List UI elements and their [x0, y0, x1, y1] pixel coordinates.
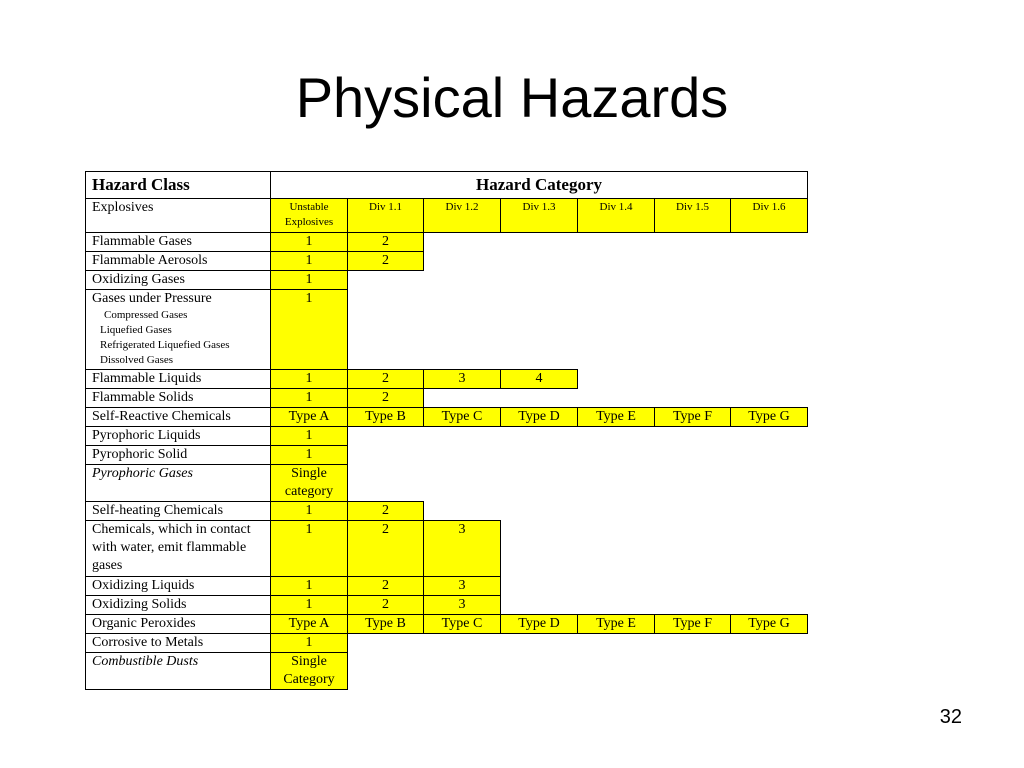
empty-cell: [655, 577, 731, 596]
table-row: [86, 577, 808, 596]
empty-cell: [424, 634, 501, 653]
hazard-category-cell: 1: [271, 446, 348, 465]
empty-cell: [501, 233, 578, 252]
hazard-category-cell: Unstable Explosives: [271, 199, 348, 233]
hazard-category-cell: 1: [271, 290, 348, 370]
hazard-category-cell: Single Category: [271, 653, 348, 690]
empty-cell: [424, 446, 501, 465]
hazard-class-label: Self-Reactive Chemicals: [92, 409, 231, 424]
hazard-category-cell: Type A: [271, 408, 348, 427]
hazard-class-label: Oxidizing Gases: [92, 272, 185, 287]
hazard-class-cell: [86, 233, 271, 252]
hazard-category-cell: 3: [424, 370, 501, 389]
empty-cell: [348, 290, 424, 370]
empty-cell: [578, 427, 655, 446]
hazard-category-cell: Div 1.2: [424, 199, 501, 233]
hazard-class-cell: [86, 634, 271, 653]
empty-cell: [501, 577, 578, 596]
hazard-category-header: Hazard Category: [271, 172, 808, 199]
hazard-category-cell: Type A: [271, 615, 348, 634]
empty-cell: [655, 290, 731, 370]
table-body: [86, 199, 808, 690]
empty-cell: [731, 233, 808, 252]
empty-cell: [501, 271, 578, 290]
hazard-class-label: Pyrophoric Gases: [92, 466, 193, 481]
hazard-category-cell: 2: [348, 502, 424, 521]
empty-cell: [424, 389, 501, 408]
empty-cell: [348, 446, 424, 465]
hazard-class-label: Gases under Pressure: [92, 291, 212, 306]
hazard-category-cell: Div 1.3: [501, 199, 578, 233]
empty-cell: [578, 252, 655, 271]
hazard-subclass-label: Dissolved Gases: [100, 354, 174, 366]
hazard-category-cell: 1: [271, 502, 348, 521]
empty-cell: [578, 653, 655, 690]
hazard-class-label: Explosives: [92, 200, 154, 215]
slide-title: Physical Hazards: [295, 66, 729, 129]
empty-cell: [731, 634, 808, 653]
hazard-class-cell: [86, 446, 271, 465]
hazard-category-cell: Type E: [578, 615, 655, 634]
empty-cell: [424, 290, 501, 370]
empty-cell: [501, 427, 578, 446]
hazard-class-label: Oxidizing Liquids: [92, 578, 195, 593]
empty-cell: [578, 290, 655, 370]
empty-cell: [731, 252, 808, 271]
hazard-category-cell: Type F: [655, 408, 731, 427]
table-row: [86, 252, 808, 271]
empty-cell: [655, 465, 731, 502]
table-row: [86, 199, 808, 233]
table-row: [86, 370, 808, 389]
table-row: [86, 465, 808, 502]
empty-cell: [731, 465, 808, 502]
empty-cell: [655, 252, 731, 271]
empty-cell: [578, 577, 655, 596]
empty-cell: [578, 446, 655, 465]
hazard-category-cell: Type D: [501, 615, 578, 634]
hazard-class-label: Chemicals, which in contact with water, emit flammable gases: [92, 522, 251, 573]
hazard-class-header: Hazard Class: [86, 172, 271, 199]
empty-cell: [348, 271, 424, 290]
table-row: [86, 290, 808, 370]
hazard-class-cell: [86, 389, 271, 408]
empty-cell: [655, 502, 731, 521]
hazard-category-cell: 1: [271, 427, 348, 446]
hazard-class-label: Pyrophoric Solid: [92, 447, 188, 462]
empty-cell: [578, 502, 655, 521]
empty-cell: [501, 465, 578, 502]
table-header-row: [86, 172, 808, 199]
hazard-category-cell: 2: [348, 252, 424, 271]
table-row: [86, 271, 808, 290]
hazard-category-cell: 1: [271, 370, 348, 389]
hazard-category-cell: Type E: [578, 408, 655, 427]
hazard-category-cell: 3: [424, 577, 501, 596]
hazard-class-label: Flammable Aerosols: [92, 253, 208, 268]
hazard-class-cell: [86, 199, 271, 233]
hazard-category-cell: Type B: [348, 408, 424, 427]
hazard-table: [85, 171, 808, 690]
hazard-category-cell: 3: [424, 521, 501, 577]
hazard-category-cell: 1: [271, 577, 348, 596]
hazard-subclass-label: Liquefied Gases: [100, 324, 172, 336]
hazard-class-cell: [86, 290, 271, 370]
hazard-category-cell: 1: [271, 596, 348, 615]
empty-cell: [348, 427, 424, 446]
hazard-category-cell: Type C: [424, 615, 501, 634]
table-row: [86, 634, 808, 653]
hazard-category-cell: 1: [271, 233, 348, 252]
empty-cell: [655, 233, 731, 252]
hazard-category-cell: Type C: [424, 408, 501, 427]
hazard-class-cell: [86, 596, 271, 615]
hazard-category-cell: 1: [271, 521, 348, 577]
empty-cell: [501, 446, 578, 465]
table-row: [86, 615, 808, 634]
empty-cell: [731, 653, 808, 690]
table-row: [86, 427, 808, 446]
empty-cell: [348, 634, 424, 653]
empty-cell: [501, 502, 578, 521]
hazard-class-cell: [86, 465, 271, 502]
hazard-class-label: Organic Peroxides: [92, 616, 196, 631]
hazard-class-cell: [86, 408, 271, 427]
empty-cell: [731, 596, 808, 615]
empty-cell: [501, 252, 578, 271]
empty-cell: [424, 502, 501, 521]
hazard-class-cell: [86, 252, 271, 271]
empty-cell: [731, 389, 808, 408]
empty-cell: [731, 521, 808, 577]
empty-cell: [731, 427, 808, 446]
hazard-class-cell: [86, 427, 271, 446]
empty-cell: [348, 465, 424, 502]
empty-cell: [578, 465, 655, 502]
hazard-category-cell: Div 1.4: [578, 199, 655, 233]
hazard-category-cell: 2: [348, 521, 424, 577]
hazard-class-cell: [86, 521, 271, 577]
hazard-category-cell: Type D: [501, 408, 578, 427]
table-row: [86, 446, 808, 465]
empty-cell: [655, 521, 731, 577]
table-row: [86, 653, 808, 690]
empty-cell: [731, 577, 808, 596]
table-row: [86, 502, 808, 521]
hazard-category-cell: 2: [348, 389, 424, 408]
empty-cell: [501, 290, 578, 370]
empty-cell: [501, 596, 578, 615]
hazard-category-cell: 1: [271, 634, 348, 653]
empty-cell: [731, 502, 808, 521]
hazard-class-label: Pyrophoric Liquids: [92, 428, 201, 443]
empty-cell: [731, 290, 808, 370]
empty-cell: [501, 653, 578, 690]
empty-cell: [655, 427, 731, 446]
hazard-class-label: Corrosive to Metals: [92, 635, 204, 650]
hazard-category-cell: Single category: [271, 465, 348, 502]
hazard-category-cell: 2: [348, 577, 424, 596]
empty-cell: [578, 521, 655, 577]
empty-cell: [655, 389, 731, 408]
hazard-category-cell: 4: [501, 370, 578, 389]
empty-cell: [578, 233, 655, 252]
empty-cell: [655, 446, 731, 465]
hazard-class-label: Combustible Dusts: [92, 654, 199, 669]
hazard-class-label: Self-heating Chemicals: [92, 503, 224, 518]
hazard-category-cell: 1: [271, 271, 348, 290]
hazard-class-label: Flammable Solids: [92, 390, 194, 405]
hazard-category-cell: Div 1.6: [731, 199, 808, 233]
empty-cell: [578, 596, 655, 615]
empty-cell: [578, 271, 655, 290]
table-row: [86, 233, 808, 252]
hazard-category-cell: Type F: [655, 615, 731, 634]
empty-cell: [424, 233, 501, 252]
empty-cell: [655, 271, 731, 290]
hazard-category-cell: 3: [424, 596, 501, 615]
empty-cell: [424, 427, 501, 446]
hazard-class-label: Oxidizing Solids: [92, 597, 187, 612]
empty-cell: [424, 653, 501, 690]
hazard-class-cell: [86, 653, 271, 690]
table-row: [86, 521, 808, 577]
hazard-category-cell: Type G: [731, 408, 808, 427]
empty-cell: [578, 634, 655, 653]
empty-cell: [655, 596, 731, 615]
hazard-subclass-label: Compressed Gases: [104, 309, 188, 321]
hazard-class-label: Flammable Liquids: [92, 371, 202, 386]
empty-cell: [424, 271, 501, 290]
hazard-category-cell: 2: [348, 596, 424, 615]
hazard-category-cell: 2: [348, 233, 424, 252]
empty-cell: [348, 653, 424, 690]
hazard-category-cell: 1: [271, 389, 348, 408]
empty-cell: [501, 521, 578, 577]
empty-cell: [501, 389, 578, 408]
empty-cell: [655, 653, 731, 690]
hazard-class-cell: [86, 577, 271, 596]
empty-cell: [731, 446, 808, 465]
empty-cell: [501, 634, 578, 653]
hazard-category-cell: 2: [348, 370, 424, 389]
empty-cell: [655, 634, 731, 653]
hazard-category-cell: Div 1.1: [348, 199, 424, 233]
hazard-category-cell: Type B: [348, 615, 424, 634]
hazard-class-label: Flammable Gases: [92, 234, 192, 249]
hazard-class-cell: [86, 271, 271, 290]
empty-cell: [578, 389, 655, 408]
empty-cell: [424, 252, 501, 271]
hazard-category-cell: Type G: [731, 615, 808, 634]
table-row: [86, 596, 808, 615]
hazard-category-cell: 1: [271, 252, 348, 271]
hazard-class-cell: [86, 370, 271, 389]
hazard-class-cell: [86, 502, 271, 521]
table-row: [86, 389, 808, 408]
hazard-category-cell: Div 1.5: [655, 199, 731, 233]
empty-cell: [424, 465, 501, 502]
page-number: 32: [939, 706, 962, 728]
hazard-subclass-label: Refrigerated Liquefied Gases: [100, 339, 230, 351]
empty-cell: [731, 370, 808, 389]
empty-cell: [655, 370, 731, 389]
empty-cell: [578, 370, 655, 389]
empty-cell: [731, 271, 808, 290]
table-row: [86, 408, 808, 427]
hazard-class-cell: [86, 615, 271, 634]
